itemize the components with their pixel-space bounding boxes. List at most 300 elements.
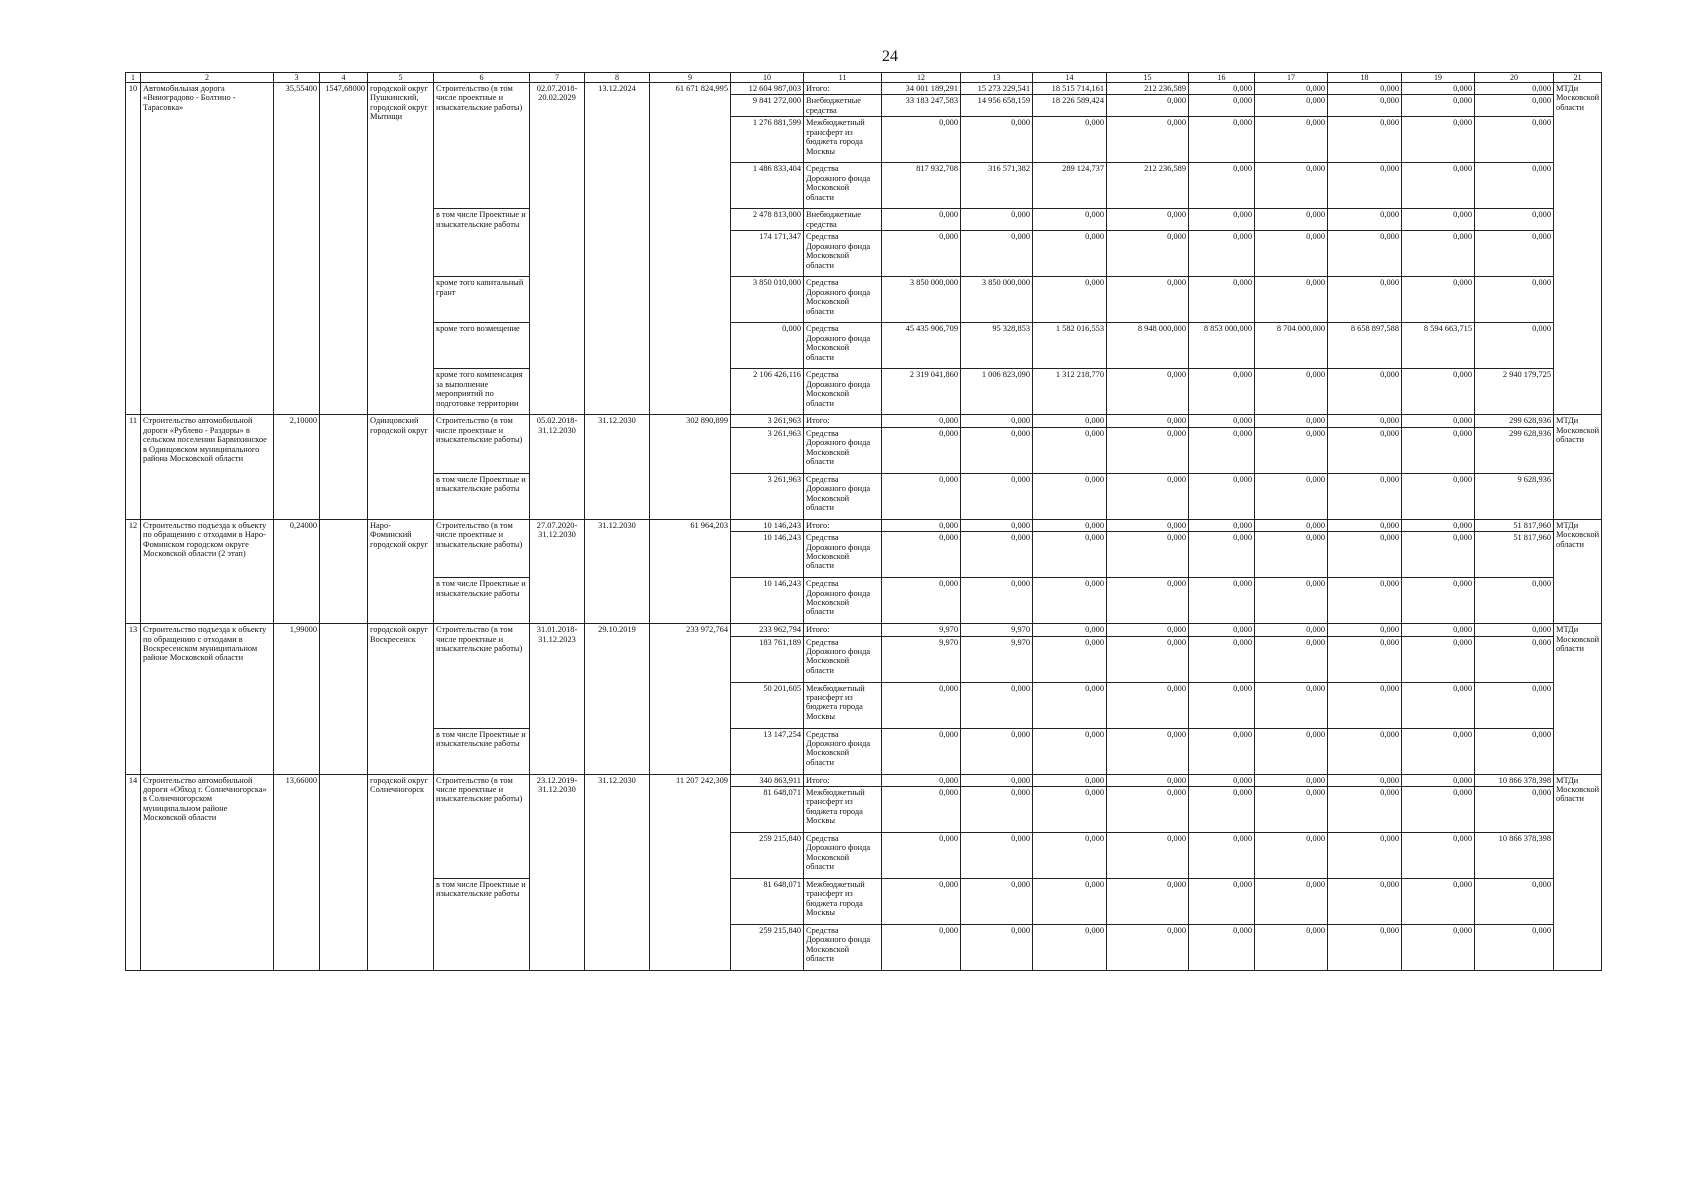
year-value: 3 850 000,000 bbox=[961, 277, 1033, 323]
year-value: 0,000 bbox=[1402, 728, 1475, 774]
completion-date: 31.12.2030 bbox=[585, 774, 650, 970]
year-value: 0,000 bbox=[1402, 879, 1475, 925]
column-number: 18 bbox=[1328, 73, 1402, 83]
financed-amount: 174 171,347 bbox=[731, 231, 804, 277]
municipality: Одинцовский городской округ bbox=[368, 415, 434, 519]
column-number: 8 bbox=[585, 73, 650, 83]
row-number: 12 bbox=[126, 519, 141, 623]
financed-amount: 3 850 010,000 bbox=[731, 277, 804, 323]
year-value: 0,000 bbox=[1475, 624, 1554, 636]
column-number: 5 bbox=[368, 73, 434, 83]
year-value: 0,000 bbox=[961, 427, 1033, 473]
year-value: 2 940 179,725 bbox=[1475, 369, 1554, 415]
year-value: 0,000 bbox=[1189, 83, 1255, 95]
year-value: 0,000 bbox=[1033, 787, 1107, 833]
year-value: 0,000 bbox=[1107, 578, 1189, 624]
year-value: 0,000 bbox=[1255, 427, 1328, 473]
year-value: 0,000 bbox=[1107, 787, 1189, 833]
estimated-cost: 233 972,764 bbox=[650, 624, 731, 774]
column-number: 6 bbox=[434, 73, 530, 83]
year-value: 0,000 bbox=[1107, 473, 1189, 519]
column-number: 7 bbox=[530, 73, 585, 83]
work-type: Строительство (в том числе проектные и изыскательские работы) bbox=[434, 624, 530, 728]
year-value: 0,000 bbox=[1328, 833, 1402, 879]
period-dates: 05.02.2018-31.12.2030 bbox=[530, 415, 585, 519]
year-value: 0,000 bbox=[1328, 532, 1402, 578]
year-value: 9,970 bbox=[961, 624, 1033, 636]
year-value: 0,000 bbox=[882, 728, 961, 774]
financed-amount: 259 215,840 bbox=[731, 925, 804, 971]
financed-amount: 2 478 813,000 bbox=[731, 209, 804, 231]
funding-source: Средства Дорожного фонда Московской области bbox=[804, 578, 882, 624]
completion-date: 13.12.2024 bbox=[585, 83, 650, 415]
column-number: 20 bbox=[1475, 73, 1554, 83]
year-value: 0,000 bbox=[1107, 925, 1189, 971]
year-value: 0,000 bbox=[1402, 925, 1475, 971]
column-number: 21 bbox=[1554, 73, 1602, 83]
year-value: 0,000 bbox=[1402, 231, 1475, 277]
work-type: кроме того компенсация за выполнение мероприятий по подготовке территории bbox=[434, 369, 530, 415]
year-value: 0,000 bbox=[1402, 277, 1475, 323]
year-value: 0,000 bbox=[1189, 231, 1255, 277]
length-value: 2,10000 bbox=[274, 415, 320, 519]
year-value: 0,000 bbox=[1189, 473, 1255, 519]
year-value: 10 866 378,398 bbox=[1475, 774, 1554, 786]
year-value: 0,000 bbox=[1402, 163, 1475, 209]
municipality: городской округ Солнечногорск bbox=[368, 774, 434, 970]
year-value: 0,000 bbox=[1189, 728, 1255, 774]
financed-amount: 50 201,605 bbox=[731, 682, 804, 728]
municipality: городской округ Пушкинский, городской округ Мытищи bbox=[368, 83, 434, 415]
year-value: 1 582 016,553 bbox=[1033, 323, 1107, 369]
year-value: 0,000 bbox=[1255, 415, 1328, 427]
year-value: 1 006 823,090 bbox=[961, 369, 1033, 415]
length-value: 13,66000 bbox=[274, 774, 320, 970]
year-value: 0,000 bbox=[882, 833, 961, 879]
year-value: 316 571,382 bbox=[961, 163, 1033, 209]
year-value: 0,000 bbox=[1402, 774, 1475, 786]
year-value: 0,000 bbox=[1033, 117, 1107, 163]
year-value: 0,000 bbox=[882, 532, 961, 578]
year-value: 0,000 bbox=[1402, 578, 1475, 624]
customer: МТДи Московской области bbox=[1554, 774, 1602, 970]
year-value: 0,000 bbox=[1255, 925, 1328, 971]
year-value: 1 312 218,770 bbox=[1033, 369, 1107, 415]
year-value: 0,000 bbox=[1033, 578, 1107, 624]
funding-source: Итого: bbox=[804, 519, 882, 531]
year-value: 0,000 bbox=[1328, 787, 1402, 833]
year-value: 0,000 bbox=[1255, 774, 1328, 786]
year-value: 8 704 000,000 bbox=[1255, 323, 1328, 369]
financed-amount: 3 261,963 bbox=[731, 415, 804, 427]
year-value: 51 817,960 bbox=[1475, 532, 1554, 578]
work-type: кроме того возмещение bbox=[434, 323, 530, 369]
year-value: 0,000 bbox=[1107, 95, 1189, 117]
column-number: 2 bbox=[141, 73, 274, 83]
year-value: 0,000 bbox=[1475, 277, 1554, 323]
table-row bbox=[126, 519, 1602, 531]
completion-date: 31.12.2030 bbox=[585, 519, 650, 623]
customer: МТДи Московской области bbox=[1554, 624, 1602, 774]
year-value: 0,000 bbox=[1328, 415, 1402, 427]
financed-amount: 259 215,840 bbox=[731, 833, 804, 879]
column-number: 9 bbox=[650, 73, 731, 83]
year-value: 0,000 bbox=[1255, 231, 1328, 277]
year-value: 0,000 bbox=[1189, 879, 1255, 925]
funding-source: Средства Дорожного фонда Московской области bbox=[804, 728, 882, 774]
year-value: 0,000 bbox=[961, 682, 1033, 728]
row-number: 13 bbox=[126, 624, 141, 774]
work-type: Строительство (в том числе проектные и изыскательские работы) bbox=[434, 415, 530, 473]
year-value: 0,000 bbox=[1402, 519, 1475, 531]
year-value: 0,000 bbox=[1402, 427, 1475, 473]
financed-amount: 1 276 881,599 bbox=[731, 117, 804, 163]
year-value: 0,000 bbox=[1189, 519, 1255, 531]
year-value: 0,000 bbox=[1328, 636, 1402, 682]
year-value: 18 226 589,424 bbox=[1033, 95, 1107, 117]
year-value: 0,000 bbox=[1255, 163, 1328, 209]
year-value: 0,000 bbox=[961, 833, 1033, 879]
capacity-value: 1547,68000 bbox=[320, 83, 368, 415]
year-value: 0,000 bbox=[1107, 231, 1189, 277]
year-value: 0,000 bbox=[1328, 682, 1402, 728]
year-value: 0,000 bbox=[1328, 95, 1402, 117]
year-value: 0,000 bbox=[1402, 624, 1475, 636]
year-value: 34 001 189,291 bbox=[882, 83, 961, 95]
column-number-row bbox=[126, 73, 1602, 83]
object-name: Автомобильная дорога «Виноградово - Болтино - Тарасовка» bbox=[141, 83, 274, 415]
capacity-value bbox=[320, 415, 368, 519]
financed-amount: 10 146,243 bbox=[731, 578, 804, 624]
row-number: 14 bbox=[126, 774, 141, 970]
funding-source: Итого: bbox=[804, 624, 882, 636]
year-value: 0,000 bbox=[1328, 369, 1402, 415]
work-type: кроме того капитальный грант bbox=[434, 277, 530, 323]
year-value: 0,000 bbox=[1107, 427, 1189, 473]
table-row bbox=[126, 415, 1602, 427]
year-value: 0,000 bbox=[1402, 369, 1475, 415]
year-value: 0,000 bbox=[1475, 209, 1554, 231]
year-value: 0,000 bbox=[1107, 532, 1189, 578]
year-value: 0,000 bbox=[1189, 117, 1255, 163]
year-value: 0,000 bbox=[1475, 728, 1554, 774]
year-value: 0,000 bbox=[1328, 427, 1402, 473]
year-value: 0,000 bbox=[1328, 83, 1402, 95]
financed-amount: 0,000 bbox=[731, 323, 804, 369]
object-name: Строительство автомобильной дороги «Обход г. Солнечногорска» в Солнечногорском муниципальном районе Московской области bbox=[141, 774, 274, 970]
estimated-cost: 61 964,203 bbox=[650, 519, 731, 623]
year-value: 95 328,853 bbox=[961, 323, 1033, 369]
page-number: 24 bbox=[882, 48, 898, 65]
year-value: 0,000 bbox=[1328, 624, 1402, 636]
funding-source: Средства Дорожного фонда Московской области bbox=[804, 427, 882, 473]
year-value: 0,000 bbox=[1189, 277, 1255, 323]
year-value: 0,000 bbox=[1255, 624, 1328, 636]
period-dates: 31.01.2018-31.12.2023 bbox=[530, 624, 585, 774]
table-row bbox=[126, 83, 1602, 95]
funding-source: Внебюджетные средства bbox=[804, 95, 882, 117]
funding-source: Средства Дорожного фонда Московской области bbox=[804, 833, 882, 879]
year-value: 0,000 bbox=[1475, 83, 1554, 95]
year-value: 8 948 000,000 bbox=[1107, 323, 1189, 369]
object-name: Строительство подъезда к объекту по обращению с отходами в Наро-Фоминском городском округе Московской области (2 этап) bbox=[141, 519, 274, 623]
year-value: 0,000 bbox=[1033, 427, 1107, 473]
length-value: 35,55400 bbox=[274, 83, 320, 415]
column-number: 4 bbox=[320, 73, 368, 83]
column-number: 3 bbox=[274, 73, 320, 83]
year-value: 0,000 bbox=[1189, 636, 1255, 682]
year-value: 14 956 658,159 bbox=[961, 95, 1033, 117]
year-value: 0,000 bbox=[1328, 774, 1402, 786]
year-value: 0,000 bbox=[1033, 636, 1107, 682]
funding-source: Итого: bbox=[804, 415, 882, 427]
funding-source: Средства Дорожного фонда Московской области bbox=[804, 532, 882, 578]
year-value: 9 628,936 bbox=[1475, 473, 1554, 519]
year-value: 0,000 bbox=[961, 728, 1033, 774]
funding-source: Внебюджетные средства bbox=[804, 209, 882, 231]
year-value: 0,000 bbox=[1475, 231, 1554, 277]
year-value: 0,000 bbox=[1189, 682, 1255, 728]
year-value: 0,000 bbox=[961, 231, 1033, 277]
financed-amount: 9 841 272,000 bbox=[731, 95, 804, 117]
funding-source: Межбюджетный трансферт из бюджета города Москвы bbox=[804, 879, 882, 925]
funding-source: Межбюджетный трансферт из бюджета города Москвы bbox=[804, 117, 882, 163]
year-value: 212 236,589 bbox=[1107, 163, 1189, 209]
year-value: 0,000 bbox=[961, 415, 1033, 427]
year-value: 0,000 bbox=[1033, 728, 1107, 774]
year-value: 0,000 bbox=[1328, 117, 1402, 163]
year-value: 0,000 bbox=[1255, 209, 1328, 231]
estimated-cost: 11 207 242,309 bbox=[650, 774, 731, 970]
year-value: 45 435 906,709 bbox=[882, 323, 961, 369]
customer: МТДи Московской области bbox=[1554, 415, 1602, 519]
funding-source: Средства Дорожного фонда Московской области bbox=[804, 323, 882, 369]
year-value: 51 817,960 bbox=[1475, 519, 1554, 531]
year-value: 8 658 897,588 bbox=[1328, 323, 1402, 369]
year-value: 8 594 663,715 bbox=[1402, 323, 1475, 369]
object-name: Строительство автомобильной дороги «Рублево - Раздоры» в сельском поселении Барвихинское в Одинцовском муниципального района Московской области bbox=[141, 415, 274, 519]
year-value: 0,000 bbox=[1033, 231, 1107, 277]
capacity-value bbox=[320, 624, 368, 774]
municipality: Наро-Фоминский городской округ bbox=[368, 519, 434, 623]
year-value: 0,000 bbox=[1402, 532, 1475, 578]
column-number: 19 bbox=[1402, 73, 1475, 83]
column-number: 17 bbox=[1255, 73, 1328, 83]
completion-date: 29.10.2019 bbox=[585, 624, 650, 774]
year-value: 0,000 bbox=[961, 925, 1033, 971]
year-value: 0,000 bbox=[1328, 473, 1402, 519]
year-value: 0,000 bbox=[1189, 95, 1255, 117]
year-value: 0,000 bbox=[1255, 787, 1328, 833]
year-value: 0,000 bbox=[1402, 682, 1475, 728]
year-value: 0,000 bbox=[882, 427, 961, 473]
year-value: 9,970 bbox=[882, 636, 961, 682]
year-value: 0,000 bbox=[1328, 519, 1402, 531]
year-value: 0,000 bbox=[1255, 728, 1328, 774]
year-value: 0,000 bbox=[1328, 209, 1402, 231]
work-type: в том числе Проектные и изыскательские работы bbox=[434, 473, 530, 519]
funding-source: Средства Дорожного фонда Московской области bbox=[804, 473, 882, 519]
year-value: 0,000 bbox=[1402, 636, 1475, 682]
customer: МТДи Московской области bbox=[1554, 83, 1602, 415]
financed-amount: 2 106 426,116 bbox=[731, 369, 804, 415]
year-value: 0,000 bbox=[1189, 415, 1255, 427]
year-value: 0,000 bbox=[1107, 624, 1189, 636]
year-value: 0,000 bbox=[1107, 728, 1189, 774]
year-value: 0,000 bbox=[1033, 774, 1107, 786]
year-value: 10 866 378,398 bbox=[1475, 833, 1554, 879]
financed-amount: 12 604 987,003 bbox=[731, 83, 804, 95]
year-value: 0,000 bbox=[1255, 636, 1328, 682]
year-value: 15 273 229,541 bbox=[961, 83, 1033, 95]
funding-source: Средства Дорожного фонда Московской области bbox=[804, 925, 882, 971]
year-value: 0,000 bbox=[1475, 95, 1554, 117]
funding-source: Межбюджетный трансферт из бюджета города Москвы bbox=[804, 682, 882, 728]
municipality: городской округ Воскресенск bbox=[368, 624, 434, 774]
year-value: 0,000 bbox=[1033, 925, 1107, 971]
year-value: 0,000 bbox=[1255, 578, 1328, 624]
funding-source: Средства Дорожного фонда Московской области bbox=[804, 277, 882, 323]
year-value: 0,000 bbox=[1402, 833, 1475, 879]
year-value: 299 628,936 bbox=[1475, 427, 1554, 473]
year-value: 0,000 bbox=[1328, 578, 1402, 624]
year-value: 0,000 bbox=[1255, 519, 1328, 531]
funding-source: Межбюджетный трансферт из бюджета города Москвы bbox=[804, 787, 882, 833]
year-value: 0,000 bbox=[961, 117, 1033, 163]
work-type: Строительство (в том числе проектные и изыскательские работы) bbox=[434, 83, 530, 209]
year-value: 0,000 bbox=[1033, 682, 1107, 728]
year-value: 3 850 000,000 bbox=[882, 277, 961, 323]
period-dates: 02.07.2018-20.02.2029 bbox=[530, 83, 585, 415]
column-number: 16 bbox=[1189, 73, 1255, 83]
year-value: 0,000 bbox=[882, 578, 961, 624]
year-value: 0,000 bbox=[1328, 925, 1402, 971]
financed-amount: 81 648,071 bbox=[731, 787, 804, 833]
year-value: 0,000 bbox=[961, 519, 1033, 531]
year-value: 0,000 bbox=[1328, 879, 1402, 925]
period-dates: 27.07.2020-31.12.2030 bbox=[530, 519, 585, 623]
year-value: 0,000 bbox=[1255, 95, 1328, 117]
year-value: 0,000 bbox=[1475, 117, 1554, 163]
year-value: 0,000 bbox=[961, 787, 1033, 833]
year-value: 0,000 bbox=[1255, 83, 1328, 95]
length-value: 1,99000 bbox=[274, 624, 320, 774]
year-value: 0,000 bbox=[882, 925, 961, 971]
year-value: 0,000 bbox=[1189, 624, 1255, 636]
year-value: 0,000 bbox=[1475, 682, 1554, 728]
year-value: 0,000 bbox=[1189, 833, 1255, 879]
year-value: 0,000 bbox=[1189, 787, 1255, 833]
year-value: 0,000 bbox=[1107, 519, 1189, 531]
year-value: 0,000 bbox=[882, 787, 961, 833]
year-value: 0,000 bbox=[1189, 578, 1255, 624]
year-value: 817 932,708 bbox=[882, 163, 961, 209]
year-value: 0,000 bbox=[1107, 415, 1189, 427]
year-value: 0,000 bbox=[1033, 209, 1107, 231]
year-value: 0,000 bbox=[1402, 787, 1475, 833]
year-value: 0,000 bbox=[1328, 163, 1402, 209]
year-value: 0,000 bbox=[1475, 163, 1554, 209]
year-value: 2 319 041,860 bbox=[882, 369, 961, 415]
column-number: 12 bbox=[882, 73, 961, 83]
year-value: 0,000 bbox=[1107, 117, 1189, 163]
year-value: 0,000 bbox=[1475, 879, 1554, 925]
table-row bbox=[126, 624, 1602, 636]
year-value: 0,000 bbox=[1255, 117, 1328, 163]
financed-amount: 10 146,243 bbox=[731, 519, 804, 531]
year-value: 33 183 247,583 bbox=[882, 95, 961, 117]
year-value: 9,970 bbox=[882, 624, 961, 636]
financed-amount: 10 146,243 bbox=[731, 532, 804, 578]
year-value: 0,000 bbox=[882, 209, 961, 231]
year-value: 0,000 bbox=[882, 231, 961, 277]
financed-amount: 183 761,189 bbox=[731, 636, 804, 682]
year-value: 0,000 bbox=[1189, 163, 1255, 209]
year-value: 212 236,589 bbox=[1107, 83, 1189, 95]
row-number: 10 bbox=[126, 83, 141, 415]
year-value: 0,000 bbox=[882, 519, 961, 531]
year-value: 0,000 bbox=[1107, 879, 1189, 925]
year-value: 0,000 bbox=[882, 415, 961, 427]
estimated-cost: 61 671 824,995 bbox=[650, 83, 731, 415]
work-type: в том числе Проектные и изыскательские работы bbox=[434, 578, 530, 624]
year-value: 0,000 bbox=[1189, 532, 1255, 578]
year-value: 0,000 bbox=[1189, 209, 1255, 231]
year-value: 0,000 bbox=[1189, 925, 1255, 971]
financed-amount: 1 486 833,404 bbox=[731, 163, 804, 209]
year-value: 0,000 bbox=[1107, 277, 1189, 323]
work-type: Строительство (в том числе проектные и изыскательские работы) bbox=[434, 519, 530, 577]
year-value: 0,000 bbox=[1475, 925, 1554, 971]
financed-amount: 233 962,794 bbox=[731, 624, 804, 636]
year-value: 0,000 bbox=[961, 578, 1033, 624]
year-value: 0,000 bbox=[1033, 415, 1107, 427]
year-value: 0,000 bbox=[1402, 209, 1475, 231]
year-value: 0,000 bbox=[1033, 624, 1107, 636]
year-value: 289 124,737 bbox=[1033, 163, 1107, 209]
year-value: 0,000 bbox=[961, 209, 1033, 231]
year-value: 0,000 bbox=[1328, 231, 1402, 277]
year-value: 0,000 bbox=[1107, 833, 1189, 879]
year-value: 0,000 bbox=[1255, 879, 1328, 925]
year-value: 0,000 bbox=[882, 473, 961, 519]
year-value: 0,000 bbox=[1033, 277, 1107, 323]
year-value: 0,000 bbox=[961, 774, 1033, 786]
column-number: 15 bbox=[1107, 73, 1189, 83]
financed-amount: 3 261,963 bbox=[731, 427, 804, 473]
funding-source: Средства Дорожного фонда Московской области bbox=[804, 163, 882, 209]
year-value: 0,000 bbox=[1475, 323, 1554, 369]
funding-source: Итого: bbox=[804, 83, 882, 95]
year-value: 0,000 bbox=[1107, 369, 1189, 415]
table-row bbox=[126, 774, 1602, 786]
year-value: 299 628,936 bbox=[1475, 415, 1554, 427]
column-number: 1 bbox=[126, 73, 141, 83]
column-number: 13 bbox=[961, 73, 1033, 83]
year-value: 0,000 bbox=[1402, 415, 1475, 427]
year-value: 0,000 bbox=[1475, 636, 1554, 682]
year-value: 0,000 bbox=[1475, 578, 1554, 624]
year-value: 0,000 bbox=[882, 879, 961, 925]
year-value: 0,000 bbox=[1033, 532, 1107, 578]
year-value: 0,000 bbox=[1189, 369, 1255, 415]
year-value: 0,000 bbox=[1033, 473, 1107, 519]
funding-source: Итого: bbox=[804, 774, 882, 786]
year-value: 0,000 bbox=[1475, 787, 1554, 833]
year-value: 0,000 bbox=[882, 117, 961, 163]
financing-table bbox=[125, 72, 1602, 971]
row-number: 11 bbox=[126, 415, 141, 519]
